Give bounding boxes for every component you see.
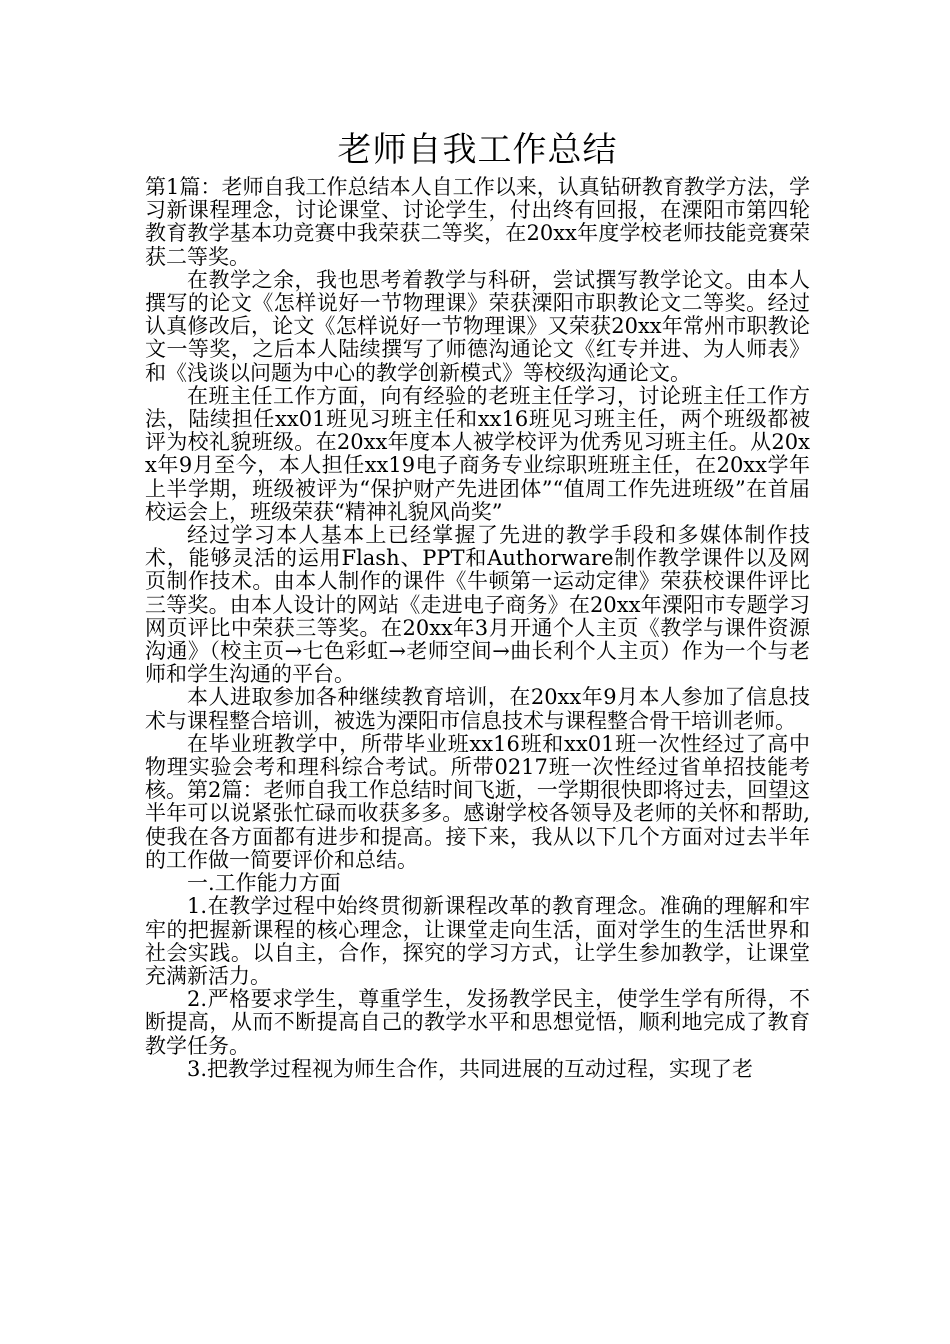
paragraph-2: 在教学之余，我也思考着教学与科研，尝试撰写教学论文。由本人撰写的论文《怎样说好一节物理课》荣获溧阳市职教论文二等奖。经过认真修改后，论文《怎样说好一节物理课》又荣获20xx年常州市职教论文一等奖，之后本人陆续撰写了师德沟通论文《红专并进、为人师表》和《浅谈以问题为中心的教学创新模式》等校级沟通论文。	[145, 267, 810, 385]
paragraph-5: 本人进取参加各种继续教育培训，在20xx年9月本人参加了信息技术与课程整合培训，被选为溧阳市信息技术与课程整合骨干培训老师。	[145, 685, 810, 733]
paragraph-6: 在毕业班教学中，所带毕业班xx16班和xx01班一次性经过了高中物理实验会考和理科综合考试。所带0217班一次性经过省单招技能考核。第2篇：老师自我工作总结时间飞逝，一学期很快即将过去，回望这半年可以说紧张忙碌而收获多多。感谢学校各领导及老师的关怀和帮助,使我在各方面都有进步和提高。接下来，我从以下几个方面对过去半年的工作做一简要评价和总结。	[145, 731, 810, 872]
paragraph-4: 经过学习本人基本上已经掌握了先进的教学手段和多媒体制作技术，能够灵活的运用Flash、PPT和Authorware制作教学课件以及网页制作技术。由本人制作的课件《牛顿第一运动定律》荣获校课件评比三等奖。由本人设计的网站《走进电子商务》在20xx年溧阳市专题学习网页评比中荣获三等奖。在20xx年3月开通个人主页《教学与课件资源沟通》（校主页→七色彩虹→老师空间→曲长利个人主页）作为一个与老师和学生沟通的平台。	[145, 523, 810, 687]
paragraph-item-3: 3.把教学过程视为师生合作，共同进展的互动过程，实现了老	[187, 1056, 754, 1081]
document-title: 老师自我工作总结	[337, 130, 618, 170]
paragraph-3: 在班主任工作方面，向有经验的老班主任学习，讨论班主任工作方法，陆续担任xx01班见习班主任和xx16班见习班主任，两个班级都被评为校礼貌班级。在20xx年度本人被学校评为优秀见习班主任。从20xx年9月至今，本人担任xx19电子商务专业综职班班主任，在20xx学年上半学期，班级被评为“保护财产先进团体”“值周工作先进班级”在首届校运会上，班级荣获“精神礼貌风尚奖”	[145, 383, 810, 524]
document-page	[145, 128, 810, 1081]
paragraph-item-1: 1.在教学过程中始终贯彻新课程改革的教育理念。准确的理解和牢牢的把握新课程的核心理念，让课堂走向生活，面对学生的生活世界和社会实践。以自主，合作，探究的学习方式，让学生参加教学，让课堂充满新活力。	[145, 894, 810, 988]
paragraph-item-2: 2.严格要求学生，尊重学生，发扬教学民主，使学生学有所得，不断提高，从而不断提高自己的教学水平和思想觉悟，顺利地完成了教育教学任务。	[145, 987, 810, 1058]
paragraph-1: 第1篇：老师自我工作总结本人自工作以来，认真钻研教育教学方法，学习新课程理念，讨论课堂、讨论学生，付出终有回报，在溧阳市第四轮教育教学基本功竞赛中我荣获二等奖，在20xx年度学校老师技能竞赛荣获二等奖。	[145, 175, 810, 269]
section-heading-work-ability: 一.工作能力方面	[187, 871, 341, 896]
